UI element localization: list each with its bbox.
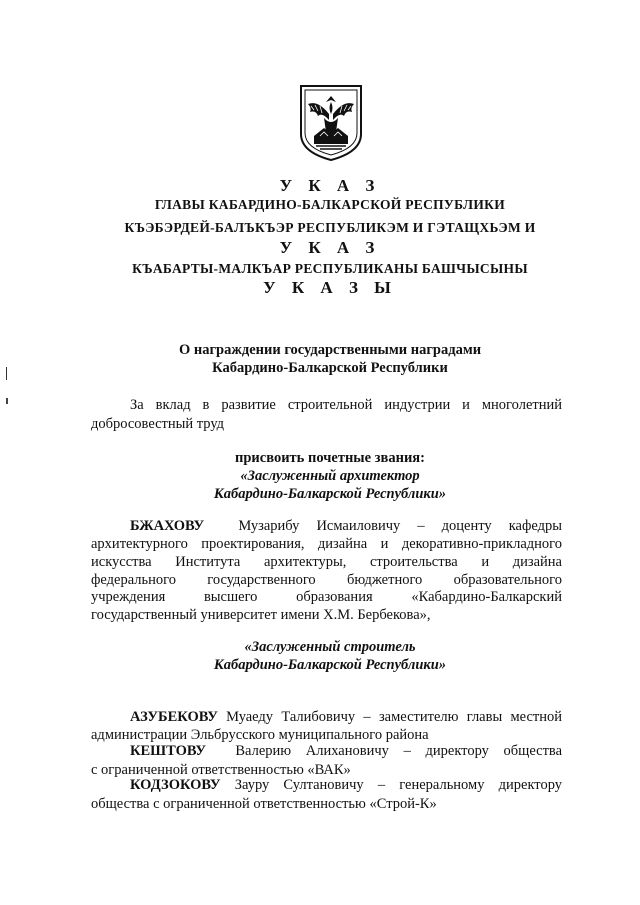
award-block-builder [80, 638, 580, 674]
document-title [80, 341, 580, 377]
recipient-1-line-2: архитектурного проектирования, дизайна и декоративно-прикладного [91, 536, 562, 552]
award-verb: присвоить почетные звания: [235, 450, 425, 466]
header-line-kabardian: КЪЭБЭРДЕЙ-БАЛЪКЪЭР РЕСПУБЛИКЭМ И ГЭТАЩХЬЭМ И [124, 220, 536, 235]
document-title-line-1: О награждении государственными наградами [178, 342, 482, 358]
award-2-title-line-1: «Заслуженный строитель [244, 639, 416, 655]
recipient-3-line-2: с ограниченной ответственностью «ВАК» [91, 762, 351, 778]
recipient-1-line-6: государственный университет имени Х.М. Бербекова», [91, 607, 431, 623]
recipient-2-surname: АЗУБЕКОВУ [130, 709, 218, 725]
recipient-2-line-1-text: Муаеду Талибовичу – заместителю главы местной [226, 709, 562, 725]
intro-line-2: добросовестный труд [91, 416, 225, 432]
decree-word-russian: У К А З [279, 176, 381, 195]
decree-word-balkar: У К А З Ы [263, 278, 397, 297]
recipient-1-line-4: федерального государственного бюджетного образовательного [91, 572, 562, 588]
recipient-1-surname: БЖАХОВУ [130, 518, 205, 534]
header-line-balkar: КЪАБАРТЫ-МАЛКЪАР РЕСПУБЛИКАНЫ БАШЧЫСЫНЫ [132, 261, 528, 276]
decree-word-kabardian: У К А З [279, 238, 381, 257]
recipient-3-line-1-text: Валерию Алихановичу – директору общества [235, 743, 562, 759]
intro-line-1: За вклад в развитие строительной индустрии и многолетний [130, 397, 562, 413]
header-line-russian: ГЛАВЫ КАБАРДИНО-БАЛКАРСКОЙ РЕСПУБЛИКИ [154, 197, 506, 212]
recipient-2-line-2: администрации Эльбрусского муниципального района [91, 727, 429, 743]
coat-of-arms-emblem [298, 82, 364, 162]
recipient-4-surname: КОДЗОКОВУ [130, 777, 221, 793]
recipient-3-surname: КЕШТОВУ [130, 743, 207, 759]
award-2-title-line-2: Кабардино-Балкарской Республики» [213, 657, 447, 673]
scan-margin-mark [6, 367, 7, 380]
award-title-line-1: «Заслуженный архитектор [240, 468, 420, 484]
scan-margin-dot [6, 398, 8, 404]
award-title-line-2: Кабардино-Балкарской Республики» [213, 486, 447, 502]
recipient-2-line-1 [130, 709, 562, 726]
recipient-1-line-1 [130, 518, 562, 535]
recipient-4-line-1-text: Зауру Султановичу – генеральному директору [234, 777, 563, 793]
award-block-architect [80, 449, 580, 503]
recipient-1-line-5: учреждения высшего образования «Кабардино-Балкарский [91, 589, 562, 605]
recipient-4-line-2: общества с ограниченной ответственностью «Строй-К» [91, 796, 437, 812]
recipient-4-line-1 [130, 777, 562, 794]
recipient-1-line-1-text: Музарибу Исмаиловичу – доценту кафедры [238, 518, 562, 534]
recipient-1-line-3: искусства Института архитектуры, строительства и дизайна [91, 554, 562, 570]
document-title-line-2: Кабардино-Балкарской Республики [212, 360, 448, 376]
recipient-3-line-1 [130, 743, 562, 760]
